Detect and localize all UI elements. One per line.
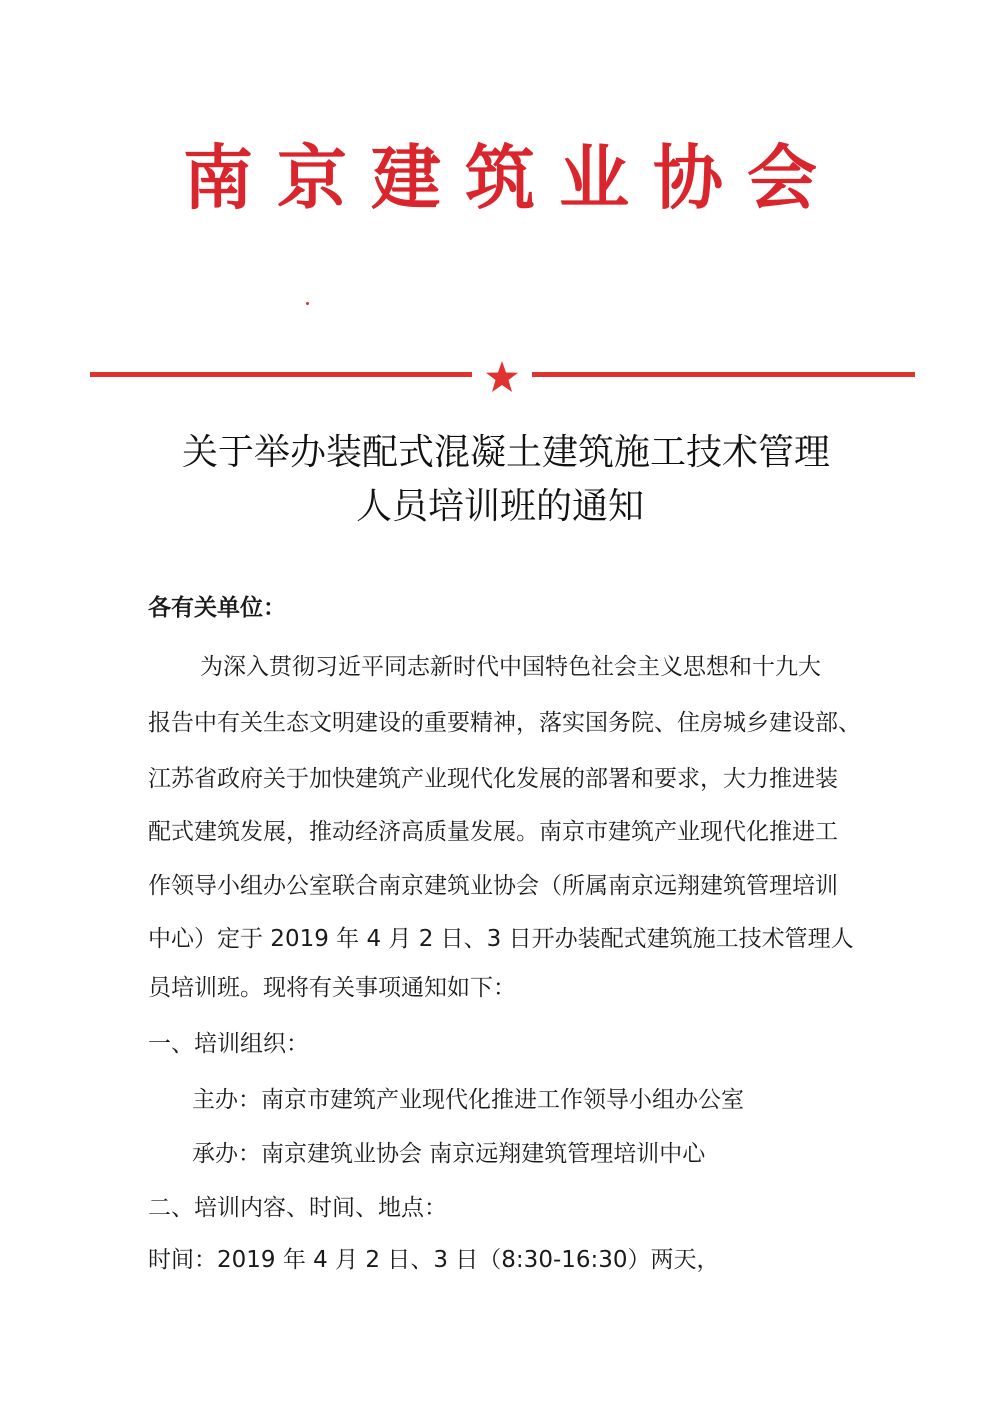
body-line: 江苏省政府关于加快建筑产业现代化发展的部署和要求，大力推进装 xyxy=(148,766,838,792)
body-line: 作领导小组办公室联合南京建筑业协会（所属南京远翔建筑管理培训 xyxy=(148,873,838,899)
section-1-host: 主办：南京市建筑产业现代化推进工作领导小组办公室 xyxy=(192,1087,744,1113)
body-line: 配式建筑发展，推动经济高质量发展。南京市建筑产业现代化推进工 xyxy=(148,819,838,845)
section-1-heading: 一、培训组织： xyxy=(148,1031,309,1057)
star-icon xyxy=(485,360,519,394)
section-1-organizer: 承办：南京建筑业协会 南京远翔建筑管理培训中心 xyxy=(192,1141,706,1167)
masthead-divider-right xyxy=(532,372,915,377)
document-title-line-1: 关于举办装配式混凝土建筑施工技术管理 xyxy=(181,432,830,473)
section-2-time: 时间：2019 年 4 月 2 日、3 日（8:30-16:30）两天， xyxy=(148,1247,720,1273)
red-speck xyxy=(306,302,309,305)
body-line: 中心）定于 2019 年 4 月 2 日、3 日开办装配式建筑施工技术管理人 xyxy=(148,926,854,952)
star-shape xyxy=(486,361,518,392)
body-line: 报告中有关生态文明建设的重要精神，落实国务院、住房城乡建设部、 xyxy=(148,710,861,736)
section-2-heading: 二、培训内容、时间、地点： xyxy=(148,1195,447,1221)
document-title-line-2: 人员培训班的通知 xyxy=(355,486,644,527)
masthead-divider-left xyxy=(90,372,472,377)
body-line: 员培训班。现将有关事项通知如下： xyxy=(148,975,516,1001)
masthead-org-name: 南京建筑业协会 xyxy=(183,136,841,219)
body-line: 为深入贯彻习近平同志新时代中国特色社会主义思想和十九大 xyxy=(200,654,821,680)
salutation: 各有关单位： xyxy=(148,595,286,621)
